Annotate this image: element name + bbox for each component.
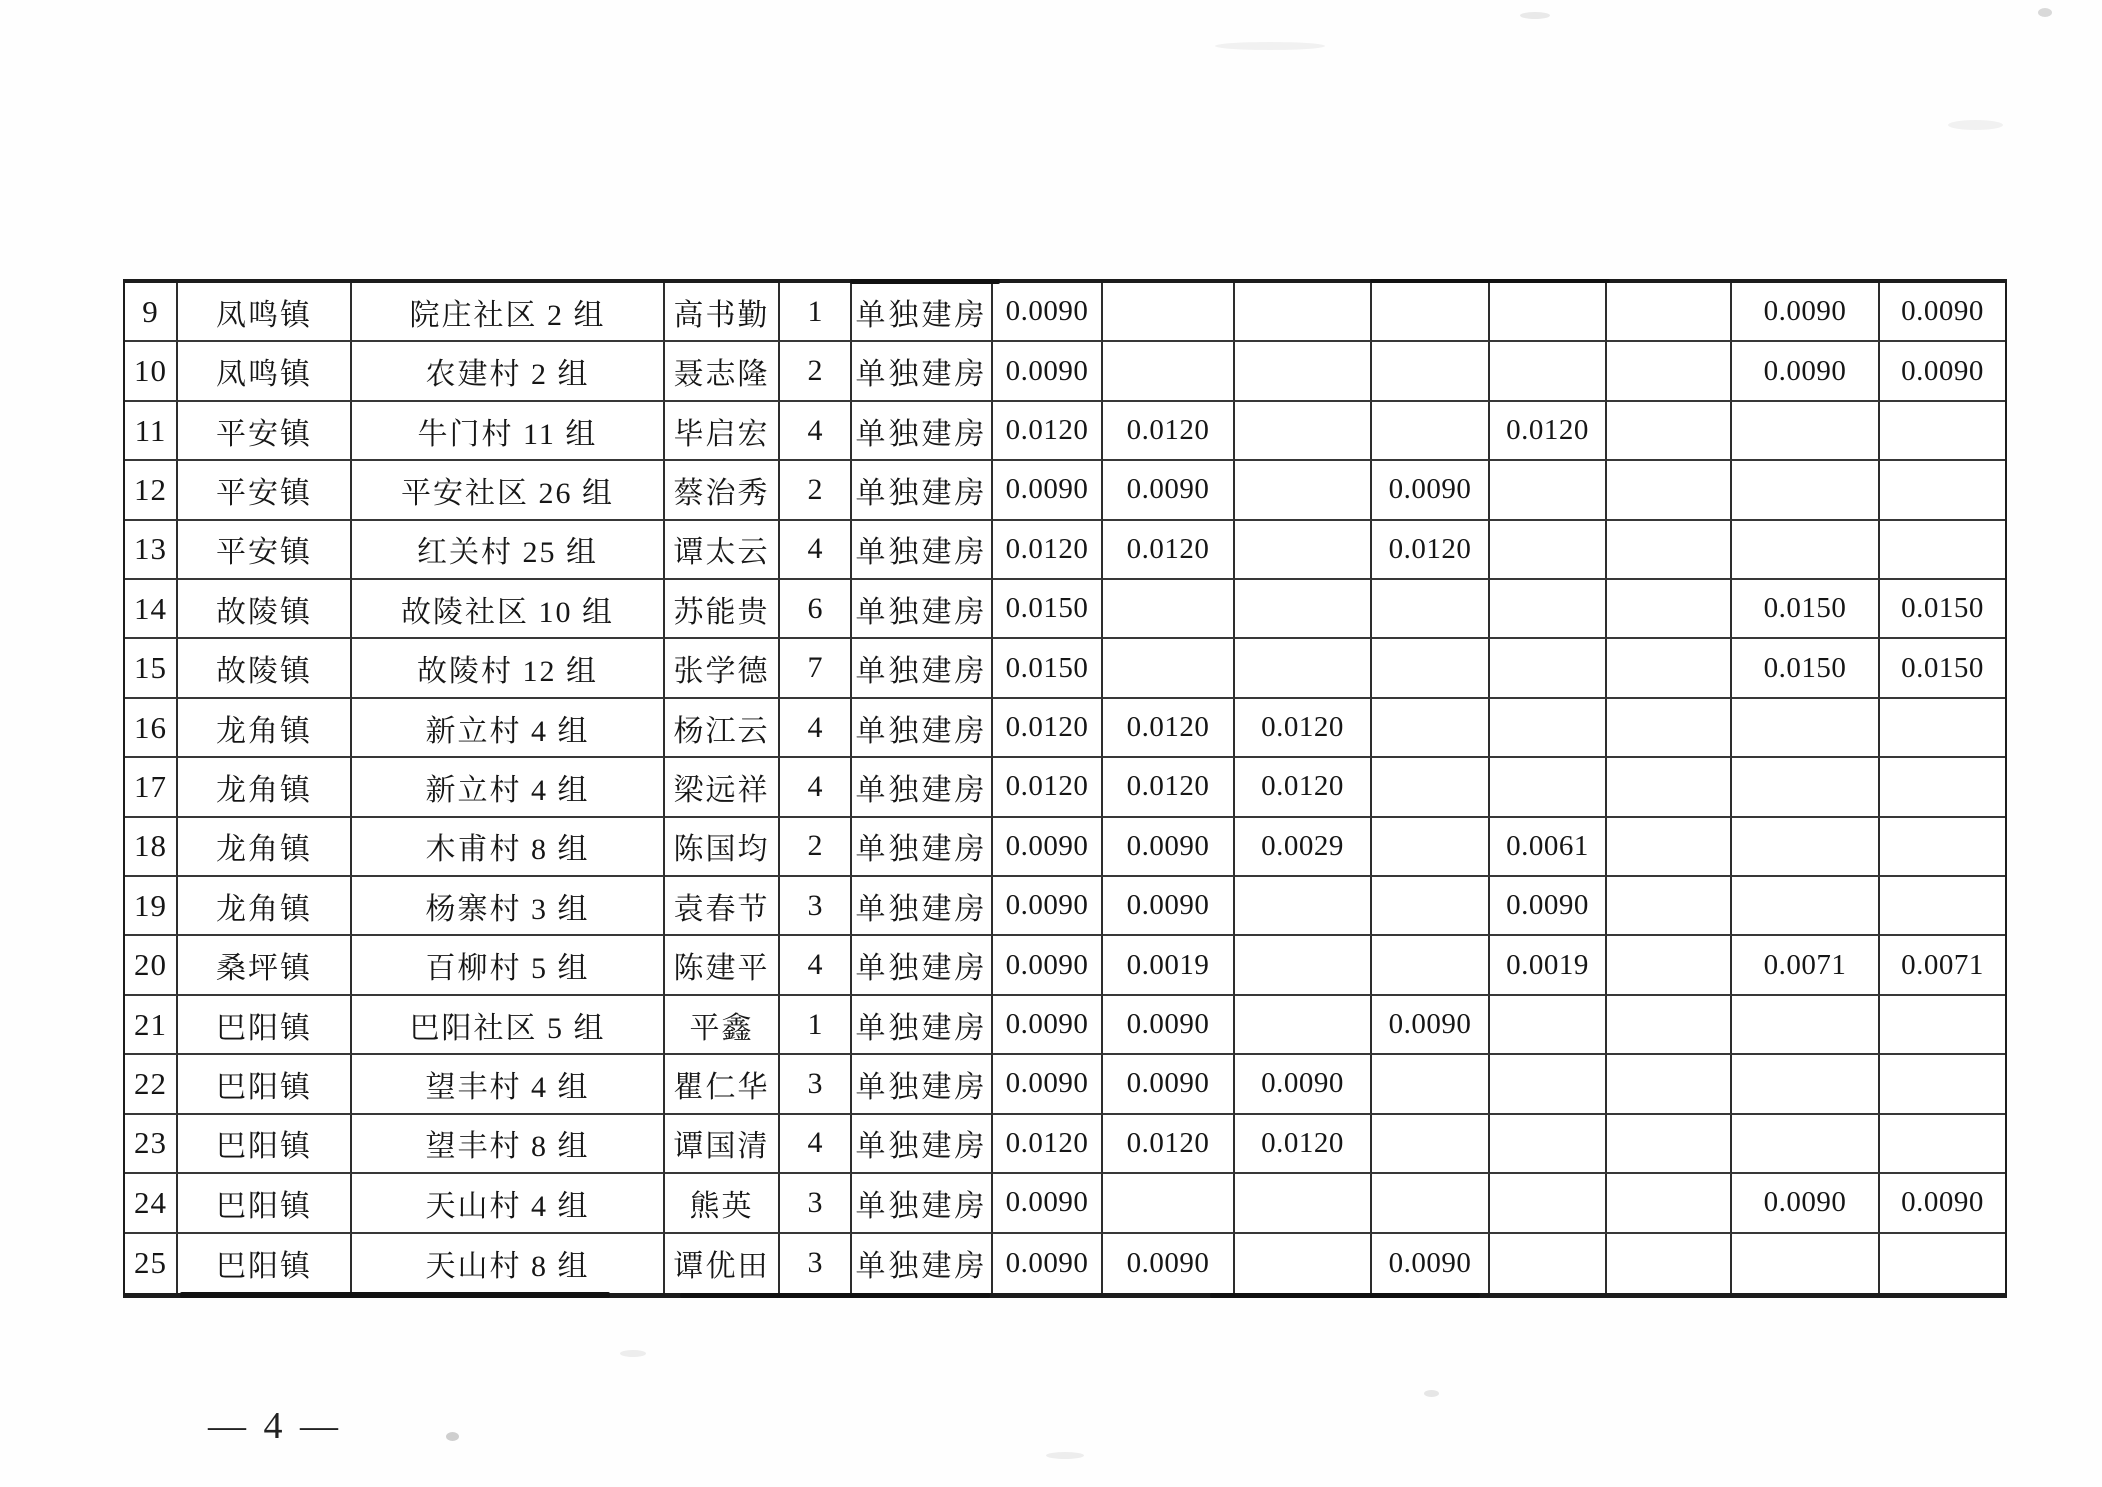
cell-village: 牛门村 11 组 (352, 402, 665, 461)
cell-value-2: 0.0019 (1103, 936, 1235, 995)
cell-value-8: 0.0090 (1880, 283, 2005, 342)
cell-value-1: 0.0120 (993, 402, 1103, 461)
cell-value-4 (1372, 1055, 1490, 1114)
table-row (125, 283, 2005, 342)
scan-speckle (2038, 8, 2052, 17)
cell-town: 巴阳镇 (178, 996, 352, 1055)
cell-town: 故陵镇 (178, 639, 352, 698)
scan-speckle (1215, 42, 1325, 50)
cell-town: 龙角镇 (178, 818, 352, 877)
cell-value-6 (1607, 936, 1732, 995)
cell-value-3: 0.0120 (1235, 699, 1372, 758)
cell-value-4 (1372, 342, 1490, 401)
cell-value-6 (1607, 1115, 1732, 1174)
cell-value-6 (1607, 580, 1732, 639)
cell-no: 19 (125, 877, 178, 936)
scan-speckle (446, 1432, 459, 1441)
cell-village: 故陵社区 10 组 (352, 580, 665, 639)
cell-value-1: 0.0090 (993, 461, 1103, 520)
cell-value-8 (1880, 758, 2005, 817)
scan-smudge (1370, 279, 1610, 283)
cell-no: 16 (125, 699, 178, 758)
cell-household-count: 7 (780, 639, 852, 698)
cell-village: 木甫村 8 组 (352, 818, 665, 877)
cell-build-type: 单独建房 (852, 996, 993, 1055)
cell-person-name: 袁春节 (665, 877, 780, 936)
cell-value-8 (1880, 461, 2005, 520)
cell-value-3 (1235, 1234, 1372, 1293)
cell-no: 13 (125, 521, 178, 580)
cell-value-2 (1103, 283, 1235, 342)
cell-town: 故陵镇 (178, 580, 352, 639)
cell-build-type: 单独建房 (852, 877, 993, 936)
cell-value-3 (1235, 283, 1372, 342)
cell-value-6 (1607, 1234, 1732, 1293)
cell-household-count: 4 (780, 758, 852, 817)
cell-value-5 (1490, 699, 1607, 758)
cell-value-1: 0.0120 (993, 521, 1103, 580)
cell-value-1: 0.0120 (993, 758, 1103, 817)
cell-value-8 (1880, 818, 2005, 877)
cell-value-6 (1607, 1055, 1732, 1114)
cell-value-4 (1372, 699, 1490, 758)
cell-value-4 (1372, 402, 1490, 461)
cell-value-5 (1490, 521, 1607, 580)
cell-household-count: 4 (780, 936, 852, 995)
cell-household-count: 2 (780, 342, 852, 401)
cell-town: 巴阳镇 (178, 1115, 352, 1174)
scan-speckle (620, 1350, 646, 1357)
cell-value-2: 0.0090 (1103, 877, 1235, 936)
cell-value-3 (1235, 996, 1372, 1055)
cell-value-3 (1235, 342, 1372, 401)
table-row (125, 699, 2005, 758)
cell-town: 巴阳镇 (178, 1055, 352, 1114)
cell-village: 望丰村 8 组 (352, 1115, 665, 1174)
cell-value-3: 0.0090 (1235, 1055, 1372, 1114)
cell-value-6 (1607, 402, 1732, 461)
table-row (125, 936, 2005, 995)
cell-person-name: 张学德 (665, 639, 780, 698)
cell-value-6 (1607, 461, 1732, 520)
cell-village: 新立村 4 组 (352, 699, 665, 758)
cell-town: 龙角镇 (178, 699, 352, 758)
cell-value-1: 0.0090 (993, 936, 1103, 995)
cell-value-5 (1490, 1115, 1607, 1174)
cell-value-6 (1607, 996, 1732, 1055)
cell-no: 10 (125, 342, 178, 401)
cell-build-type: 单独建房 (852, 936, 993, 995)
cell-village: 天山村 4 组 (352, 1174, 665, 1233)
table-row (125, 1115, 2005, 1174)
cell-village: 天山村 8 组 (352, 1234, 665, 1293)
cell-value-5: 0.0061 (1490, 818, 1607, 877)
cell-value-8 (1880, 402, 2005, 461)
cell-value-2: 0.0120 (1103, 758, 1235, 817)
cell-build-type: 单独建房 (852, 1174, 993, 1233)
scan-speckle (1520, 12, 1550, 19)
cell-household-count: 3 (780, 1174, 852, 1233)
cell-value-8: 0.0150 (1880, 639, 2005, 698)
cell-value-7 (1732, 461, 1880, 520)
cell-value-3: 0.0120 (1235, 1115, 1372, 1174)
cell-value-7 (1732, 699, 1880, 758)
cell-value-2 (1103, 342, 1235, 401)
cell-town: 龙角镇 (178, 877, 352, 936)
cell-value-3 (1235, 521, 1372, 580)
table-row (125, 818, 2005, 877)
allocation-table (123, 279, 2007, 1298)
table-row (125, 521, 2005, 580)
cell-household-count: 1 (780, 996, 852, 1055)
cell-value-4: 0.0120 (1372, 521, 1490, 580)
cell-build-type: 单独建房 (852, 461, 993, 520)
cell-value-7: 0.0071 (1732, 936, 1880, 995)
cell-person-name: 毕启宏 (665, 402, 780, 461)
cell-town: 凤鸣镇 (178, 342, 352, 401)
cell-value-1: 0.0150 (993, 580, 1103, 639)
cell-town: 凤鸣镇 (178, 283, 352, 342)
table-row (125, 1055, 2005, 1114)
cell-value-2: 0.0090 (1103, 996, 1235, 1055)
cell-value-1: 0.0090 (993, 818, 1103, 877)
cell-value-7 (1732, 1234, 1880, 1293)
table-row (125, 639, 2005, 698)
cell-village: 故陵村 12 组 (352, 639, 665, 698)
cell-build-type: 单独建房 (852, 580, 993, 639)
cell-no: 14 (125, 580, 178, 639)
cell-person-name: 陈建平 (665, 936, 780, 995)
cell-value-8: 0.0090 (1880, 342, 2005, 401)
table-row (125, 877, 2005, 936)
cell-value-1: 0.0090 (993, 1234, 1103, 1293)
cell-person-name: 谭太云 (665, 521, 780, 580)
cell-build-type: 单独建房 (852, 818, 993, 877)
cell-no: 21 (125, 996, 178, 1055)
cell-value-3 (1235, 580, 1372, 639)
cell-value-4 (1372, 936, 1490, 995)
cell-value-7: 0.0150 (1732, 639, 1880, 698)
cell-person-name: 谭国清 (665, 1115, 780, 1174)
cell-value-7 (1732, 1055, 1880, 1114)
cell-value-4: 0.0090 (1372, 996, 1490, 1055)
scan-smudge (680, 1293, 990, 1298)
cell-value-2 (1103, 639, 1235, 698)
cell-value-4 (1372, 639, 1490, 698)
cell-town: 平安镇 (178, 521, 352, 580)
cell-value-3 (1235, 877, 1372, 936)
scan-speckle (1948, 120, 2003, 130)
cell-no: 17 (125, 758, 178, 817)
cell-build-type: 单独建房 (852, 521, 993, 580)
cell-value-8 (1880, 996, 2005, 1055)
cell-value-4: 0.0090 (1372, 1234, 1490, 1293)
cell-value-1: 0.0120 (993, 1115, 1103, 1174)
table-row (125, 580, 2005, 639)
cell-value-4 (1372, 818, 1490, 877)
cell-value-1: 0.0150 (993, 639, 1103, 698)
cell-value-3 (1235, 1174, 1372, 1233)
cell-person-name: 熊英 (665, 1174, 780, 1233)
cell-person-name: 杨江云 (665, 699, 780, 758)
cell-village: 平安社区 26 组 (352, 461, 665, 520)
cell-value-6 (1607, 1174, 1732, 1233)
cell-value-2: 0.0090 (1103, 461, 1235, 520)
cell-person-name: 蔡治秀 (665, 461, 780, 520)
cell-no: 9 (125, 283, 178, 342)
cell-value-2: 0.0120 (1103, 402, 1235, 461)
cell-value-6 (1607, 521, 1732, 580)
cell-village: 院庄社区 2 组 (352, 283, 665, 342)
cell-person-name: 谭优田 (665, 1234, 780, 1293)
cell-town: 桑坪镇 (178, 936, 352, 995)
table-row (125, 996, 2005, 1055)
cell-value-1: 0.0090 (993, 877, 1103, 936)
cell-value-5 (1490, 283, 1607, 342)
cell-value-3 (1235, 639, 1372, 698)
cell-value-3: 0.0120 (1235, 758, 1372, 817)
cell-value-6 (1607, 877, 1732, 936)
cell-value-8: 0.0071 (1880, 936, 2005, 995)
cell-town: 平安镇 (178, 461, 352, 520)
cell-village: 杨寨村 3 组 (352, 877, 665, 936)
cell-value-5: 0.0090 (1490, 877, 1607, 936)
cell-value-1: 0.0090 (993, 342, 1103, 401)
cell-value-5 (1490, 1234, 1607, 1293)
cell-value-1: 0.0090 (993, 283, 1103, 342)
cell-no: 11 (125, 402, 178, 461)
cell-value-7: 0.0090 (1732, 1174, 1880, 1233)
cell-town: 巴阳镇 (178, 1174, 352, 1233)
cell-household-count: 6 (780, 580, 852, 639)
cell-value-7 (1732, 996, 1880, 1055)
cell-build-type: 单独建房 (852, 758, 993, 817)
cell-value-1: 0.0090 (993, 1174, 1103, 1233)
cell-value-6 (1607, 342, 1732, 401)
cell-household-count: 2 (780, 461, 852, 520)
cell-value-4 (1372, 283, 1490, 342)
cell-value-2: 0.0120 (1103, 521, 1235, 580)
cell-build-type: 单独建房 (852, 639, 993, 698)
cell-village: 新立村 4 组 (352, 758, 665, 817)
cell-value-3 (1235, 402, 1372, 461)
cell-value-6 (1607, 283, 1732, 342)
cell-value-7 (1732, 402, 1880, 461)
cell-village: 巴阳社区 5 组 (352, 996, 665, 1055)
cell-value-5: 0.0120 (1490, 402, 1607, 461)
cell-build-type: 单独建房 (852, 283, 993, 342)
scan-speckle (1046, 1452, 1084, 1459)
cell-person-name: 平鑫 (665, 996, 780, 1055)
cell-no: 12 (125, 461, 178, 520)
cell-value-3: 0.0029 (1235, 818, 1372, 877)
cell-value-2 (1103, 580, 1235, 639)
cell-value-2 (1103, 1174, 1235, 1233)
cell-household-count: 3 (780, 1234, 852, 1293)
cell-no: 20 (125, 936, 178, 995)
cell-value-2: 0.0090 (1103, 1234, 1235, 1293)
cell-value-5 (1490, 758, 1607, 817)
cell-person-name: 苏能贵 (665, 580, 780, 639)
scan-smudge (850, 279, 1000, 284)
cell-value-7 (1732, 877, 1880, 936)
cell-household-count: 4 (780, 1115, 852, 1174)
cell-village: 农建村 2 组 (352, 342, 665, 401)
cell-value-7 (1732, 818, 1880, 877)
cell-person-name: 聂志隆 (665, 342, 780, 401)
cell-value-7 (1732, 521, 1880, 580)
cell-value-5 (1490, 639, 1607, 698)
cell-household-count: 2 (780, 818, 852, 877)
cell-value-5 (1490, 996, 1607, 1055)
cell-value-8 (1880, 1115, 2005, 1174)
cell-household-count: 1 (780, 283, 852, 342)
cell-person-name: 陈国均 (665, 818, 780, 877)
cell-value-5 (1490, 1174, 1607, 1233)
cell-build-type: 单独建房 (852, 342, 993, 401)
cell-value-1: 0.0120 (993, 699, 1103, 758)
cell-no: 23 (125, 1115, 178, 1174)
cell-value-2: 0.0120 (1103, 699, 1235, 758)
scan-smudge (180, 1292, 610, 1298)
table-row (125, 461, 2005, 520)
page-number: — 4 — (208, 1405, 342, 1447)
cell-value-2: 0.0090 (1103, 1055, 1235, 1114)
cell-value-2: 0.0120 (1103, 1115, 1235, 1174)
cell-value-7: 0.0150 (1732, 580, 1880, 639)
cell-value-7: 0.0090 (1732, 342, 1880, 401)
table-row (125, 402, 2005, 461)
cell-value-3 (1235, 936, 1372, 995)
cell-value-6 (1607, 699, 1732, 758)
cell-build-type: 单独建房 (852, 699, 993, 758)
cell-value-8 (1880, 1234, 2005, 1293)
cell-value-5 (1490, 1055, 1607, 1114)
cell-no: 22 (125, 1055, 178, 1114)
cell-value-6 (1607, 639, 1732, 698)
cell-value-5 (1490, 342, 1607, 401)
cell-value-4 (1372, 580, 1490, 639)
cell-no: 25 (125, 1234, 178, 1293)
cell-person-name: 高书勤 (665, 283, 780, 342)
cell-person-name: 梁远祥 (665, 758, 780, 817)
table-row (125, 758, 2005, 817)
cell-build-type: 单独建房 (852, 1055, 993, 1114)
cell-value-5: 0.0019 (1490, 936, 1607, 995)
cell-no: 18 (125, 818, 178, 877)
cell-value-3 (1235, 461, 1372, 520)
cell-value-4 (1372, 877, 1490, 936)
cell-build-type: 单独建房 (852, 1234, 993, 1293)
table-row (125, 342, 2005, 401)
cell-no: 24 (125, 1174, 178, 1233)
cell-value-6 (1607, 758, 1732, 817)
cell-household-count: 3 (780, 1055, 852, 1114)
cell-value-4 (1372, 1174, 1490, 1233)
cell-value-8 (1880, 521, 2005, 580)
table-row (125, 1234, 2005, 1293)
cell-household-count: 4 (780, 521, 852, 580)
cell-value-8 (1880, 877, 2005, 936)
cell-no: 15 (125, 639, 178, 698)
cell-value-4 (1372, 1115, 1490, 1174)
cell-town: 龙角镇 (178, 758, 352, 817)
cell-value-7: 0.0090 (1732, 283, 1880, 342)
cell-value-8: 0.0150 (1880, 580, 2005, 639)
scan-smudge (1210, 1293, 1480, 1298)
cell-town: 巴阳镇 (178, 1234, 352, 1293)
scan-speckle (1424, 1390, 1439, 1397)
cell-village: 望丰村 4 组 (352, 1055, 665, 1114)
cell-household-count: 3 (780, 877, 852, 936)
cell-value-1: 0.0090 (993, 996, 1103, 1055)
cell-value-8: 0.0090 (1880, 1174, 2005, 1233)
cell-value-5 (1490, 580, 1607, 639)
cell-household-count: 4 (780, 699, 852, 758)
cell-value-8 (1880, 699, 2005, 758)
cell-value-4 (1372, 758, 1490, 817)
cell-value-7 (1732, 1115, 1880, 1174)
cell-value-5 (1490, 461, 1607, 520)
table-row (125, 1174, 2005, 1233)
cell-value-1: 0.0090 (993, 1055, 1103, 1114)
cell-village: 红关村 25 组 (352, 521, 665, 580)
cell-person-name: 瞿仁华 (665, 1055, 780, 1114)
cell-value-4: 0.0090 (1372, 461, 1490, 520)
cell-household-count: 4 (780, 402, 852, 461)
cell-town: 平安镇 (178, 402, 352, 461)
cell-village: 百柳村 5 组 (352, 936, 665, 995)
cell-value-2: 0.0090 (1103, 818, 1235, 877)
cell-build-type: 单独建房 (852, 402, 993, 461)
cell-value-8 (1880, 1055, 2005, 1114)
cell-value-7 (1732, 758, 1880, 817)
cell-build-type: 单独建房 (852, 1115, 993, 1174)
cell-value-6 (1607, 818, 1732, 877)
